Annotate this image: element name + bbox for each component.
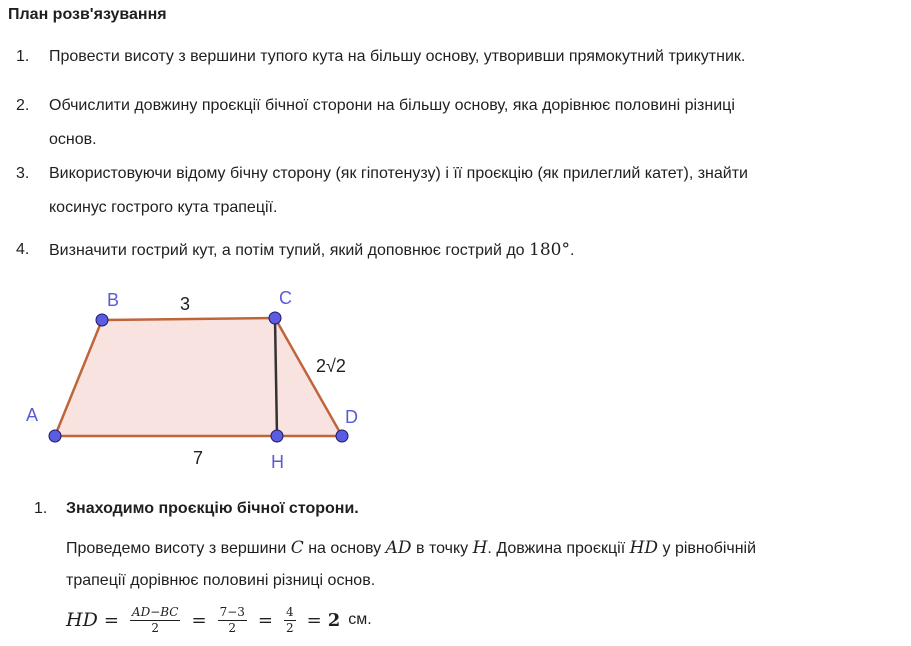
- formula-lhs: HD: [66, 609, 98, 631]
- para-text: у рівнобічній: [658, 540, 757, 557]
- step-text: Обчислити довжину проєкції бічної сторони на більшу основу, яка дорівнює половині різниці: [49, 97, 735, 114]
- formula-result: 2: [327, 609, 341, 631]
- para-text: . Довжина проєкції: [487, 540, 630, 557]
- label-c: C: [279, 288, 292, 308]
- point-h: [271, 430, 283, 442]
- fraction-2: [218, 606, 247, 635]
- step-text-part: Визначити гострий кут, а потім тупий, який доповнює гострий до: [49, 242, 530, 259]
- step-number: 2.: [16, 97, 30, 114]
- equals-sign: =: [257, 609, 273, 631]
- equals-sign: =: [103, 609, 119, 631]
- fraction-1: [130, 606, 181, 635]
- step-text: Використовуючи відому бічну сторону (як гіпотенузу) і її проєкцію (як прилеглий катет), знайти: [49, 165, 748, 182]
- plan-title: План розв'язування: [8, 6, 167, 23]
- para-text: Проведемо висоту з вершини: [66, 540, 291, 557]
- solution-number: 1.: [34, 500, 48, 517]
- label-bc-length: 3: [180, 294, 191, 314]
- point-d: [336, 430, 348, 442]
- point-c: [269, 312, 281, 324]
- label-d: D: [345, 407, 358, 427]
- fraction-denominator: 2: [228, 620, 237, 635]
- label-cd-length: 2√2: [316, 356, 346, 376]
- step-text-cont: косинус гострого кута трапеції.: [49, 199, 278, 216]
- para-text: в точку: [411, 540, 473, 557]
- point-b: [96, 314, 108, 326]
- label-ad-length: 7: [193, 448, 204, 468]
- var-h: H: [472, 538, 488, 558]
- label-h: H: [271, 452, 284, 472]
- step-end: .: [569, 242, 575, 259]
- fraction-denominator: 2: [286, 620, 294, 635]
- step-text: [49, 231, 899, 270]
- label-a: A: [26, 405, 39, 425]
- var-hd: HD: [629, 538, 659, 558]
- solution-paragraph: [66, 532, 906, 597]
- para-text: на основу: [303, 540, 386, 557]
- angle-180: 180°: [529, 240, 570, 260]
- step-number: 4.: [16, 241, 30, 258]
- para-text-cont: трапеції дорівнює половині різниці основ.: [66, 572, 376, 589]
- fraction-numerator: 4: [286, 604, 294, 619]
- trapezoid-abcd: [55, 318, 342, 436]
- point-a: [49, 430, 61, 442]
- fraction-numerator: 7−3: [219, 604, 245, 619]
- label-b: B: [107, 290, 120, 310]
- fraction-3: [284, 606, 296, 635]
- formula-hd: [66, 600, 372, 640]
- step-number: 3.: [16, 165, 30, 182]
- fraction-numerator: AD−BC: [131, 604, 179, 619]
- step-number: 1.: [16, 48, 30, 65]
- var-c: C: [290, 538, 304, 558]
- var-ad: AD: [385, 538, 412, 558]
- trapezoid-figure: [0, 280, 380, 480]
- formula-unit: см.: [348, 611, 372, 628]
- step-text-cont: основ.: [49, 131, 97, 148]
- fraction-denominator: 2: [151, 620, 160, 635]
- equals-sign: =: [191, 609, 207, 631]
- step-text: Провести висоту з вершини тупого кута на більшу основу, утворивши прямокутний трикутник.: [49, 48, 746, 65]
- solution-heading: Знаходимо проєкцію бічної сторони.: [66, 500, 359, 517]
- equals-sign: =: [306, 609, 322, 631]
